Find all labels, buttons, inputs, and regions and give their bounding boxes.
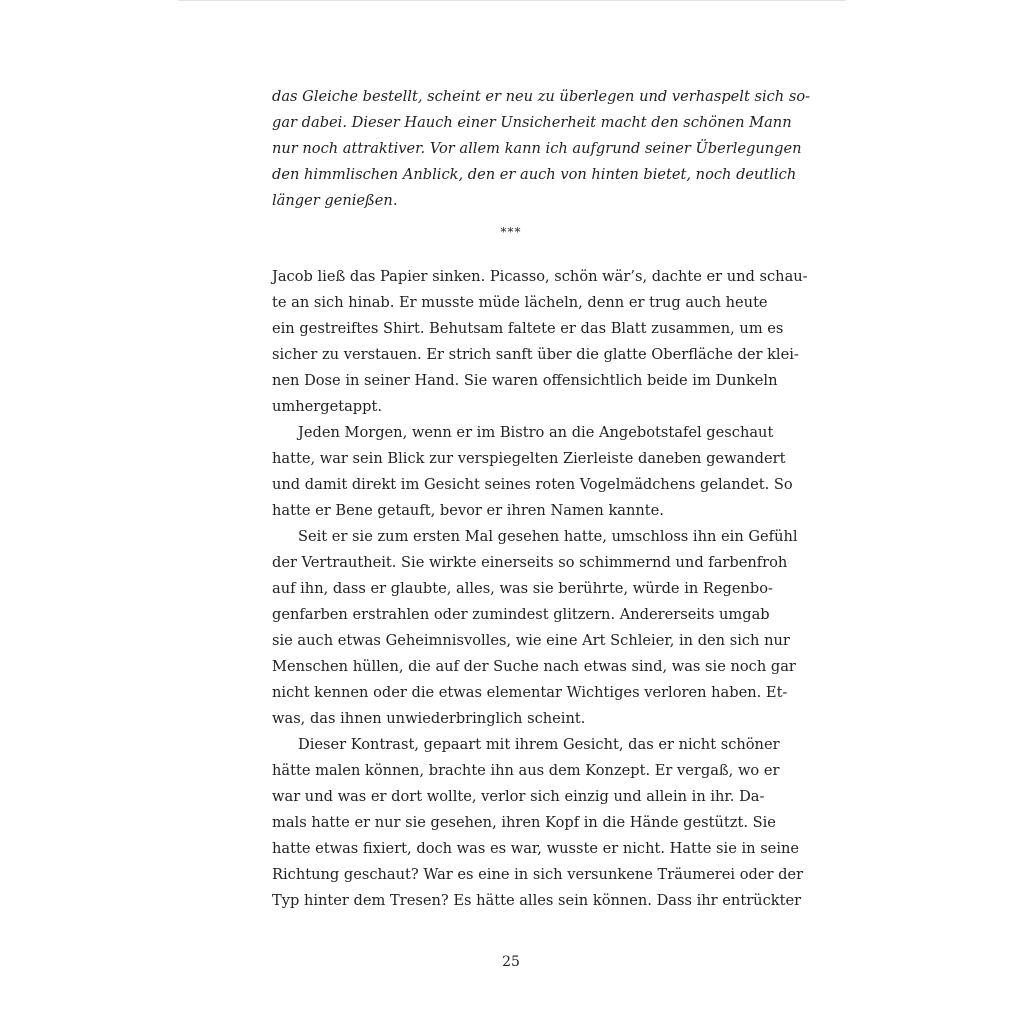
italic-line: das Gleiche bestellt, scheint er neu zu überlegen und verhaspelt sich so- — [272, 88, 811, 105]
text-line: nicht kennen oder die etwas elementar Wichtiges verloren haben. Et- — [272, 684, 788, 701]
text-line: und damit direkt im Gesicht seines roten Vogelmädchens gelandet. So — [272, 476, 793, 493]
italic-line: gar dabei. Dieser Hauch einer Unsicherheit macht den schönen Mann — [272, 114, 792, 131]
text-line: war und was er dort wollte, verlor sich einzig und allein in ihr. Da- — [272, 788, 765, 805]
text-line: Richtung geschaut? War es eine in sich versunkene Träumerei oder der — [272, 866, 804, 883]
text-line: Menschen hüllen, die auf der Suche nach etwas sind, was sie noch gar — [272, 658, 796, 675]
text-line: te an sich hinab. Er musste müde lächeln, denn er trug auch heute — [272, 294, 768, 311]
text-line: nen Dose in seiner Hand. Sie waren offensichtlich beide im Dunkeln — [272, 372, 778, 389]
text-line: hatte, war sein Blick zur verspiegelten Zierleiste daneben gewandert — [272, 450, 786, 467]
text-line: Seit er sie zum ersten Mal gesehen hatte, umschloss ihn ein Gefühl — [298, 528, 798, 545]
text-line: hatte er Bene getauft, bevor er ihren Namen kannte. — [272, 502, 664, 519]
italic-line: länger genießen. — [272, 192, 398, 209]
text-line: Jeden Morgen, wenn er im Bistro an die Angebotstafel geschaut — [298, 424, 774, 441]
text-line: Jacob ließ das Papier sinken. Picasso, schön wär’s, dachte er und schau- — [272, 268, 808, 285]
text-line: genfarben erstrahlen oder zumindest glitzern. Andererseits umgab — [272, 606, 770, 623]
text-line: sicher zu verstauen. Er strich sanft über die glatte Oberfläche der klei- — [272, 346, 799, 363]
text-line: sie auch etwas Geheimnisvolles, wie eine Art Schleier, in den sich nur — [272, 632, 790, 649]
text-line: hatte etwas fixiert, doch was es war, wusste er nicht. Hatte sie in seine — [272, 840, 800, 857]
top-rule — [178, 0, 846, 1]
italic-line: nur noch attraktiver. Vor allem kann ich aufgrund seiner Überlegungen — [272, 140, 802, 157]
text-line: auf ihn, dass er glaubte, alles, was sie berührte, würde in Regenbo- — [272, 580, 773, 597]
text-line: ein gestreiftes Shirt. Behutsam faltete er das Blatt zusammen, um es — [272, 320, 784, 337]
scene-separator: *** — [500, 225, 522, 239]
text-line: umhergetappt. — [272, 398, 382, 415]
text-line: mals hatte er nur sie gesehen, ihren Kopf in die Hände gestützt. Sie — [272, 814, 776, 831]
text-line: Typ hinter dem Tresen? Es hätte alles sein können. Dass ihr entrückter — [272, 892, 802, 909]
page-number: 25 — [502, 954, 520, 970]
text-line: der Vertrautheit. Sie wirkte einerseits so schimmernd und farbenfroh — [272, 554, 788, 571]
text-line: Dieser Kontrast, gepaart mit ihrem Gesicht, das er nicht schöner — [298, 736, 780, 753]
italic-line: den himmlischen Anblick, den er auch von hinten bietet, noch deutlich — [272, 166, 797, 183]
text-line: hätte malen können, brachte ihn aus dem Konzept. Er vergaß, wo er — [272, 762, 780, 779]
text-line: was, das ihnen unwiederbringlich scheint. — [272, 710, 586, 727]
